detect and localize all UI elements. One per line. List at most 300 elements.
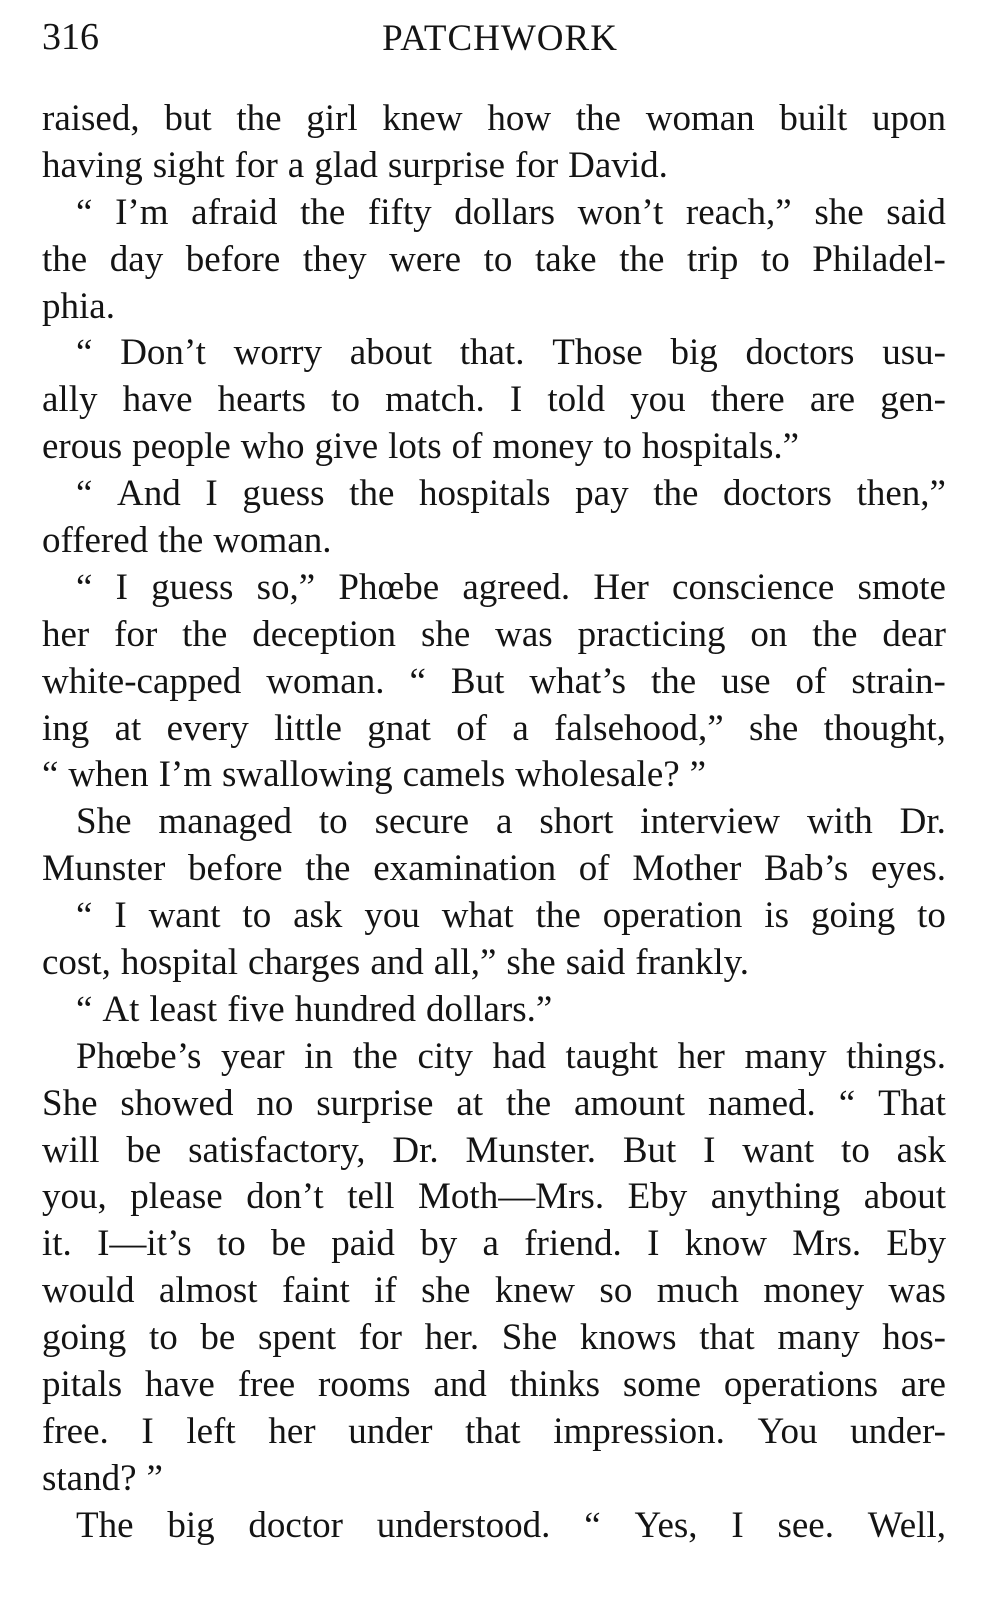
word: to xyxy=(318,801,348,843)
word: David. xyxy=(568,144,668,186)
word: I xyxy=(509,379,523,421)
word: all,” xyxy=(433,942,497,984)
word: every xyxy=(166,707,249,749)
word: hundred xyxy=(294,988,416,1030)
word: wholesale? xyxy=(515,754,680,796)
text-line xyxy=(42,96,946,143)
word: to xyxy=(841,1129,870,1171)
word: she xyxy=(506,942,556,984)
word: gnat xyxy=(367,707,431,749)
word: of xyxy=(451,426,483,468)
word: Dr. xyxy=(899,801,946,843)
word: “ xyxy=(76,332,93,374)
word: her xyxy=(677,1035,725,1077)
word: “ xyxy=(76,988,93,1030)
word: free. xyxy=(42,1410,109,1452)
word: going xyxy=(810,895,896,937)
text-line xyxy=(42,706,946,753)
word: to xyxy=(148,1317,178,1359)
word: She xyxy=(76,801,132,843)
word: the xyxy=(653,473,699,515)
word: satisfactory, xyxy=(188,1129,366,1171)
word: taught xyxy=(565,1035,659,1077)
word: free xyxy=(237,1364,296,1406)
word: guess xyxy=(242,473,325,515)
text-line xyxy=(42,1409,946,1456)
word: and xyxy=(370,942,424,984)
word: I xyxy=(114,895,127,937)
text-line xyxy=(42,1034,946,1081)
text-line xyxy=(42,987,946,1034)
word: lots xyxy=(388,426,442,468)
word: worry xyxy=(233,332,322,374)
word: I’m xyxy=(158,754,212,796)
word: Those xyxy=(552,332,643,374)
text-line xyxy=(42,893,946,940)
word: for xyxy=(358,1317,402,1359)
word: surprise xyxy=(316,1082,434,1124)
text-line xyxy=(42,284,946,331)
word: the xyxy=(158,520,204,562)
word: the xyxy=(182,613,228,655)
word: how xyxy=(487,98,552,139)
word: match. xyxy=(385,379,485,421)
word: And xyxy=(117,473,181,515)
text-line xyxy=(42,377,946,424)
word: examination xyxy=(373,848,557,890)
text-line xyxy=(42,1128,946,1175)
word: of xyxy=(795,660,827,702)
word: having xyxy=(42,144,143,186)
word: secure xyxy=(374,801,470,843)
word: please xyxy=(130,1176,223,1218)
word: woman. xyxy=(213,520,332,562)
word: hospital xyxy=(120,942,239,984)
word: guess xyxy=(151,566,234,608)
word: pay xyxy=(575,473,629,515)
word: “ xyxy=(42,754,59,796)
word: impression. xyxy=(553,1410,725,1452)
word: see. xyxy=(777,1504,834,1546)
text-line xyxy=(42,190,946,237)
word: doctors xyxy=(745,332,855,374)
word: reach,” xyxy=(685,191,792,233)
word: short xyxy=(539,801,614,843)
word: a xyxy=(482,1223,499,1265)
word: then,” xyxy=(856,473,946,515)
word: Mother xyxy=(632,848,742,890)
word: ask xyxy=(896,1129,946,1171)
word: will xyxy=(42,1129,100,1171)
word: money xyxy=(492,426,594,468)
word: agreed. xyxy=(462,566,571,608)
word: built xyxy=(779,98,848,139)
word: a xyxy=(512,707,529,749)
word: under xyxy=(348,1410,433,1452)
word: are xyxy=(809,379,856,421)
word: fifty xyxy=(367,191,432,233)
word: camels xyxy=(402,754,506,796)
word: I xyxy=(731,1504,744,1546)
word: Mrs. xyxy=(792,1223,862,1265)
word: the xyxy=(812,613,858,655)
word: Dr. xyxy=(392,1129,439,1171)
word: day xyxy=(109,238,164,280)
word: about xyxy=(863,1176,946,1218)
word: hospitals xyxy=(418,473,551,515)
word: use xyxy=(721,660,771,702)
text-line xyxy=(42,1456,946,1503)
word: least xyxy=(149,988,218,1030)
word: said xyxy=(886,191,946,233)
word: was xyxy=(888,1270,946,1312)
word: for xyxy=(515,144,559,186)
word: surprise xyxy=(387,144,506,186)
running-title: PATCHWORK xyxy=(382,18,618,59)
word: she xyxy=(421,1270,471,1312)
word: usu- xyxy=(882,332,946,374)
word: “ xyxy=(584,1504,601,1546)
word: to xyxy=(917,895,946,937)
word: big xyxy=(670,332,718,374)
text-line xyxy=(42,518,946,565)
word: friend. xyxy=(524,1223,622,1265)
word: it. xyxy=(42,1223,72,1265)
text-line xyxy=(42,1174,946,1221)
word: told xyxy=(547,379,605,421)
word: who xyxy=(240,426,305,468)
word: to xyxy=(483,238,513,280)
word: white-capped xyxy=(42,660,242,702)
text-line xyxy=(42,1503,946,1550)
word: Eby xyxy=(627,1176,688,1218)
word: Moth—Mrs. xyxy=(418,1176,605,1218)
text-line xyxy=(42,565,946,612)
word: you xyxy=(630,379,686,421)
word: on xyxy=(750,613,788,655)
word: you, xyxy=(42,1176,107,1218)
word: they xyxy=(302,238,367,280)
word: The xyxy=(76,1504,134,1546)
word: hospitals.” xyxy=(641,426,800,468)
word: is xyxy=(764,895,790,937)
word: the xyxy=(651,660,697,702)
page-number: 316 xyxy=(42,16,99,58)
word: “ xyxy=(76,895,93,937)
text-line xyxy=(42,1362,946,1409)
word: know xyxy=(684,1223,767,1265)
word: were xyxy=(389,238,462,280)
word: afraid xyxy=(191,191,278,233)
text-line xyxy=(42,659,946,706)
word: but xyxy=(164,98,212,139)
word: to xyxy=(242,895,272,937)
word: conscience xyxy=(672,566,835,608)
word: “ xyxy=(76,566,93,608)
word: showed xyxy=(120,1082,234,1124)
word: interview xyxy=(640,801,781,843)
word: I xyxy=(647,1223,660,1265)
word: much xyxy=(656,1270,739,1312)
text-line xyxy=(42,424,946,471)
word: gen- xyxy=(880,379,946,421)
word: year xyxy=(221,1035,285,1077)
word: about xyxy=(349,332,432,374)
word: the xyxy=(42,238,88,280)
word: strain- xyxy=(851,660,946,702)
word: deception xyxy=(252,613,397,655)
word: She xyxy=(42,1082,98,1124)
word: money xyxy=(763,1270,865,1312)
word: by xyxy=(420,1223,458,1265)
word: knew xyxy=(494,1270,576,1312)
word: swallowing xyxy=(221,754,393,796)
word: she xyxy=(814,191,864,233)
word: operation xyxy=(602,895,743,937)
word: things. xyxy=(846,1035,946,1077)
word: named. xyxy=(707,1082,816,1124)
text-line xyxy=(42,940,946,987)
word: so,” xyxy=(256,566,316,608)
word: when xyxy=(68,754,149,796)
word: I’m xyxy=(115,191,169,233)
word: for xyxy=(234,144,278,186)
word: Phœbe xyxy=(338,566,440,608)
text-line xyxy=(42,1315,946,1362)
word: of xyxy=(578,848,610,890)
word: Yes, xyxy=(634,1504,698,1546)
word: Bab’s xyxy=(764,848,849,890)
word: But xyxy=(622,1129,677,1171)
word: faint xyxy=(281,1270,350,1312)
word: people xyxy=(132,426,231,468)
word: what’s xyxy=(529,660,626,702)
word: had xyxy=(492,1035,546,1077)
word: would xyxy=(42,1270,135,1312)
word: be xyxy=(271,1223,306,1265)
word: Her xyxy=(593,566,649,608)
word: the xyxy=(300,191,346,233)
word: dollars xyxy=(454,191,555,233)
word: thought, xyxy=(823,707,946,749)
word: her xyxy=(42,613,90,655)
word: before xyxy=(188,848,283,890)
word: rooms xyxy=(318,1364,411,1406)
word: At xyxy=(102,988,140,1030)
word: that xyxy=(699,1317,755,1359)
word: Well, xyxy=(867,1504,946,1546)
word: I xyxy=(141,1410,154,1452)
word: give xyxy=(314,426,379,468)
word: a xyxy=(287,144,305,186)
word: her. xyxy=(424,1317,480,1359)
word: dollars.” xyxy=(425,988,553,1030)
word: Philadel- xyxy=(812,238,946,280)
word: that. xyxy=(459,332,525,374)
word: going xyxy=(42,1317,127,1359)
word: the xyxy=(619,238,665,280)
word: paid xyxy=(331,1223,395,1265)
word: anything xyxy=(710,1176,841,1218)
word: won’t xyxy=(577,191,664,233)
word: want xyxy=(148,895,221,937)
word: woman xyxy=(645,98,755,139)
word: the xyxy=(236,98,282,139)
word: you xyxy=(364,895,420,937)
word: hearts xyxy=(217,379,307,421)
word: in xyxy=(304,1035,334,1077)
word: take xyxy=(534,238,597,280)
text-line xyxy=(42,612,946,659)
word: upon xyxy=(871,98,946,139)
word: for xyxy=(114,613,158,655)
word: the xyxy=(349,473,395,515)
word: the xyxy=(305,848,351,890)
word: before xyxy=(185,238,281,280)
word: amount xyxy=(574,1082,686,1124)
word: some xyxy=(622,1364,702,1406)
word: “ xyxy=(838,1082,856,1124)
word: “ xyxy=(76,191,93,233)
word: at xyxy=(456,1082,484,1124)
word: be xyxy=(200,1317,236,1359)
body-text xyxy=(42,96,946,1550)
word: ally xyxy=(42,379,98,421)
word: practicing xyxy=(577,613,726,655)
word: falsehood,” xyxy=(554,707,724,749)
word: sight xyxy=(152,144,225,186)
word: dear xyxy=(882,613,946,655)
word: so xyxy=(599,1270,633,1312)
word: to xyxy=(603,426,632,468)
word: hos- xyxy=(882,1317,946,1359)
text-line xyxy=(42,471,946,518)
word: have xyxy=(145,1364,215,1406)
word: tell xyxy=(347,1176,395,1218)
word: knew xyxy=(382,98,463,139)
word: little xyxy=(274,707,342,749)
word: don’t xyxy=(246,1176,324,1218)
word: her xyxy=(268,1410,316,1452)
word: have xyxy=(122,379,193,421)
word: was xyxy=(495,613,553,655)
word: many xyxy=(744,1035,827,1077)
word: the xyxy=(505,1082,552,1124)
word: ask xyxy=(293,895,343,937)
text-line xyxy=(42,1081,946,1128)
word: operations xyxy=(723,1364,878,1406)
word: eyes. xyxy=(871,848,946,890)
word: smote xyxy=(857,566,946,608)
word: many xyxy=(777,1317,860,1359)
word: But xyxy=(450,660,505,702)
word: almost xyxy=(158,1270,258,1312)
word: the xyxy=(535,895,581,937)
word: that xyxy=(465,1410,521,1452)
word: “ xyxy=(409,660,426,702)
word: there xyxy=(710,379,785,421)
text-line xyxy=(42,1268,946,1315)
text-line xyxy=(42,752,946,799)
word: no xyxy=(256,1082,294,1124)
word: spent xyxy=(258,1317,337,1359)
word: cost, xyxy=(42,942,111,984)
word: charges xyxy=(248,942,361,984)
word: and xyxy=(433,1364,487,1406)
word: Munster xyxy=(42,848,166,890)
word: stand? xyxy=(42,1457,137,1499)
word: doctors xyxy=(723,473,832,515)
word: Phœbe’s xyxy=(76,1035,202,1077)
word: with xyxy=(806,801,873,843)
word: Don’t xyxy=(120,332,206,374)
text-line xyxy=(42,237,946,284)
word: I—it’s xyxy=(97,1223,192,1265)
word: said xyxy=(565,942,626,984)
word: offered xyxy=(42,520,149,562)
word: want xyxy=(742,1129,815,1171)
word: of xyxy=(456,707,488,749)
word: managed xyxy=(158,801,292,843)
word: You xyxy=(757,1410,818,1452)
word: to xyxy=(216,1223,246,1265)
word: frankly. xyxy=(635,942,749,984)
text-line xyxy=(42,1221,946,1268)
word: phia. xyxy=(42,285,115,327)
word: Munster. xyxy=(465,1129,596,1171)
text-line xyxy=(42,330,946,377)
word: pitals xyxy=(42,1364,123,1406)
word: she xyxy=(420,613,471,655)
word: That xyxy=(878,1082,946,1124)
word: a xyxy=(496,801,513,843)
word: knows xyxy=(579,1317,677,1359)
word: “ xyxy=(76,473,93,515)
word: She xyxy=(501,1317,558,1359)
word: ” xyxy=(689,754,707,796)
text-line xyxy=(42,143,946,190)
word: raised, xyxy=(42,98,140,139)
word: thinks xyxy=(509,1364,601,1406)
word: to xyxy=(331,379,360,421)
word: under- xyxy=(850,1410,946,1452)
word: at xyxy=(114,707,142,749)
word: if xyxy=(374,1270,397,1312)
word: the xyxy=(352,1035,398,1077)
word: understood. xyxy=(376,1504,551,1546)
word: five xyxy=(227,988,285,1030)
word: I xyxy=(115,566,128,608)
word: I xyxy=(703,1129,716,1171)
word: ing xyxy=(42,707,90,749)
word: the xyxy=(575,98,621,139)
word: what xyxy=(441,895,514,937)
word: left xyxy=(186,1410,236,1452)
word: ” xyxy=(146,1457,163,1499)
word: woman. xyxy=(266,660,385,702)
word: Eby xyxy=(886,1223,946,1265)
word: be xyxy=(126,1129,162,1171)
word: glad xyxy=(314,144,378,186)
word: girl xyxy=(306,98,358,139)
word: big xyxy=(167,1504,215,1546)
word: erous xyxy=(42,426,123,468)
word: she xyxy=(748,707,799,749)
word: trip xyxy=(686,238,739,280)
text-line xyxy=(42,799,946,846)
word: to xyxy=(760,238,790,280)
word: city xyxy=(417,1035,473,1077)
